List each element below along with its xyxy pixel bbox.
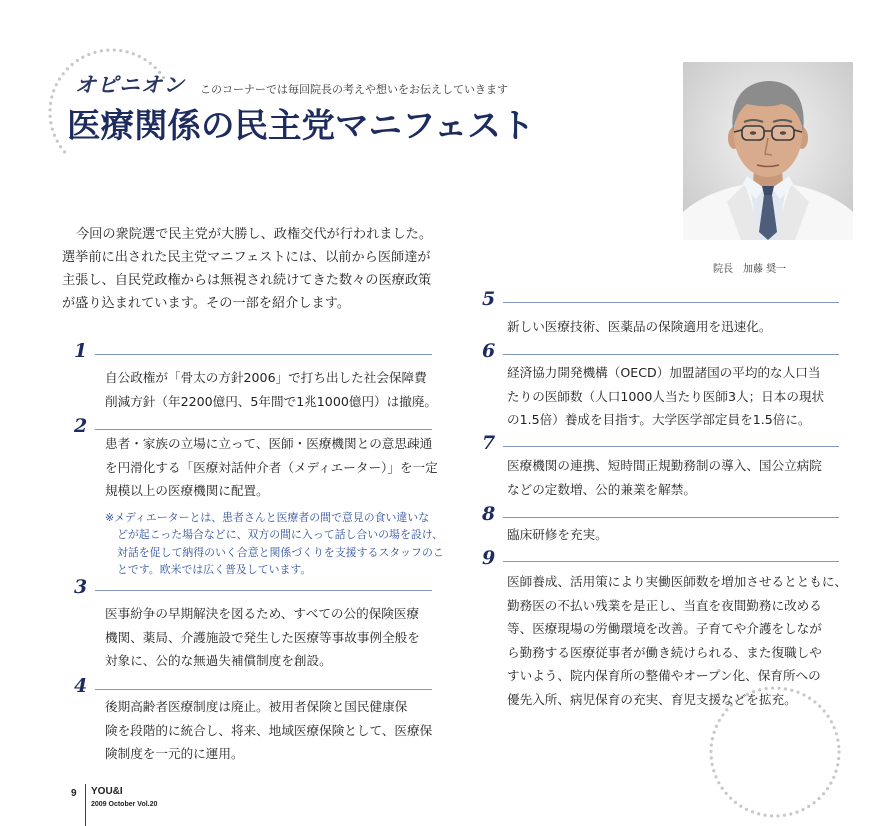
item-7-line: などの定数増、公的兼業を解禁。 (507, 481, 696, 497)
intro-line: が盛り込まれています。その一部を紹介します。 (62, 296, 351, 311)
item-7-rule (503, 446, 839, 447)
item-1-text (105, 366, 437, 413)
note-line: とです。欧米では広く普及しています。 (117, 562, 312, 576)
item-9-line: 等、医療現場の労働環境を改善。子育てや介護をしなが (507, 621, 822, 636)
item-6-rule (503, 354, 839, 355)
item-6-text (507, 361, 824, 432)
item-9-line: 勤務医の不払い残業を是正し、当直を夜間勤務に改める (507, 597, 822, 613)
item-4-text (105, 695, 432, 766)
item-3-line: 機関、薬局、介護施設で発生した医療等事故事例全般を (105, 629, 420, 645)
item-3-line: 対象に、公的な無過失補償制度を創設。 (105, 653, 332, 668)
item-9-rule (503, 561, 839, 562)
issue-label: 2009 October Vol.20 (91, 801, 158, 808)
item-9-line: 医師養成、活用策により実働医師数を増加させるとともに、 (507, 574, 848, 589)
item-2-line: を円滑化する「医療対話仲介者（メディエーター）」を一定 (105, 459, 438, 475)
item-6-line: たりの医師数（人口1000人当たり医師3人；日本の現状 (507, 388, 825, 404)
item-5-line: 新しい医療技術、医薬品の保険適用を迅速化。 (507, 319, 772, 334)
item-1-line: 自公政権が「骨太の方針2006」で打ち出した社会保障費 (105, 370, 427, 385)
item-9-number: 9 (482, 547, 496, 569)
item-3-text (105, 602, 420, 673)
item-1-rule (95, 354, 432, 355)
item-5-text (507, 315, 771, 339)
item-7-text (507, 454, 822, 501)
corner-label: オピニオン (75, 73, 185, 97)
mediator-note (105, 509, 444, 578)
item-1-line: 削減方針（年2200億円、5年間で1兆1000億円）は撤廃。 (105, 393, 438, 409)
item-2-number: 2 (74, 415, 88, 437)
portrait-caption: 院長 加藤 奨一 (713, 264, 787, 275)
item-3-rule (95, 590, 432, 591)
item-4-number: 4 (74, 675, 88, 697)
item-2-line: 患者・家族の立場に立って、医師・医療機関との意思疎通 (105, 436, 433, 451)
intro-line: 選挙前に出された民主党マニフェストには、以前から医師達が (62, 250, 431, 265)
portrait-photo (683, 62, 853, 240)
note-line: ※メディエーターとは、患者さんと医療者の間で意見の食い違いな (105, 511, 430, 524)
item-4-rule (95, 689, 432, 690)
page-number: 9 (71, 788, 77, 799)
item-6-line: 経済協力開発機構（OECD）加盟諸国の平均的な人口当 (507, 365, 821, 380)
intro-line: 今回の衆院選で民主党が大勝し、政権交代が行われました。 (76, 227, 433, 242)
portrait-glasses-lens-right (772, 126, 794, 140)
note-line: どが起こった場合などに、双方の間に入って話し合いの場を設け、 (117, 528, 444, 542)
item-3-number: 3 (74, 576, 88, 598)
item-9-text (507, 570, 847, 711)
footer-divider (85, 784, 86, 826)
item-4-line: 険を段階的に統合し、将来、地域医療保険として、医療保 (105, 722, 433, 738)
item-4-line: 後期高齢者医療制度は廃止。被用者保険と国民健康保 (105, 699, 408, 714)
item-6-number: 6 (482, 340, 496, 362)
item-4-line: 険制度を一元的に運用。 (105, 746, 244, 761)
item-7-number: 7 (482, 432, 496, 454)
item-2-rule (95, 429, 432, 430)
item-5-number: 5 (482, 288, 496, 310)
item-8-text (507, 523, 608, 547)
corner-description: このコーナーでは毎回院長の考えや想いをお伝えしていきます (200, 83, 508, 96)
item-8-rule (503, 517, 839, 518)
item-9-line: ら勤務する医療従事者が働き続けられる、また復職しや (507, 644, 822, 660)
intro-line: 主張し、自民党政権からは無視され続けてきた数々の医療政策 (62, 273, 432, 288)
item-9-line: 優先入所、病児保育の充実、育児支援などを拡充。 (507, 691, 797, 707)
portrait-glasses-lens-left (742, 126, 764, 140)
item-6-line: の1.5倍）養成を目指す。大学医学部定員を1.5倍に。 (507, 412, 811, 427)
note-line: 対話を促して納得のいく合意と関係づくりを支援するスタッフのこ (117, 545, 444, 559)
intro-paragraph (62, 223, 432, 315)
page-title: 医療関係の民主党マニフェスト (67, 106, 535, 145)
item-9-line: すいよう、院内保育所の整備やオープン化、保育所への (507, 668, 821, 683)
item-2-line: 規模以上の医療機関に配置。 (105, 483, 269, 498)
item-1-number: 1 (74, 340, 88, 362)
item-2-text (105, 432, 438, 503)
item-3-line: 医事紛争の早期解決を図るため、すべての公的保険医療 (105, 606, 420, 621)
magazine-name: YOU&I (91, 786, 123, 797)
item-7-line: 医療機関の連携、短時間正規勤務制の導入、国公立病院 (507, 458, 822, 473)
item-5-rule (503, 302, 839, 303)
item-8-number: 8 (482, 503, 496, 525)
item-8-line: 臨床研修を充実。 (507, 527, 608, 542)
portrait-tie-knot (762, 186, 774, 195)
